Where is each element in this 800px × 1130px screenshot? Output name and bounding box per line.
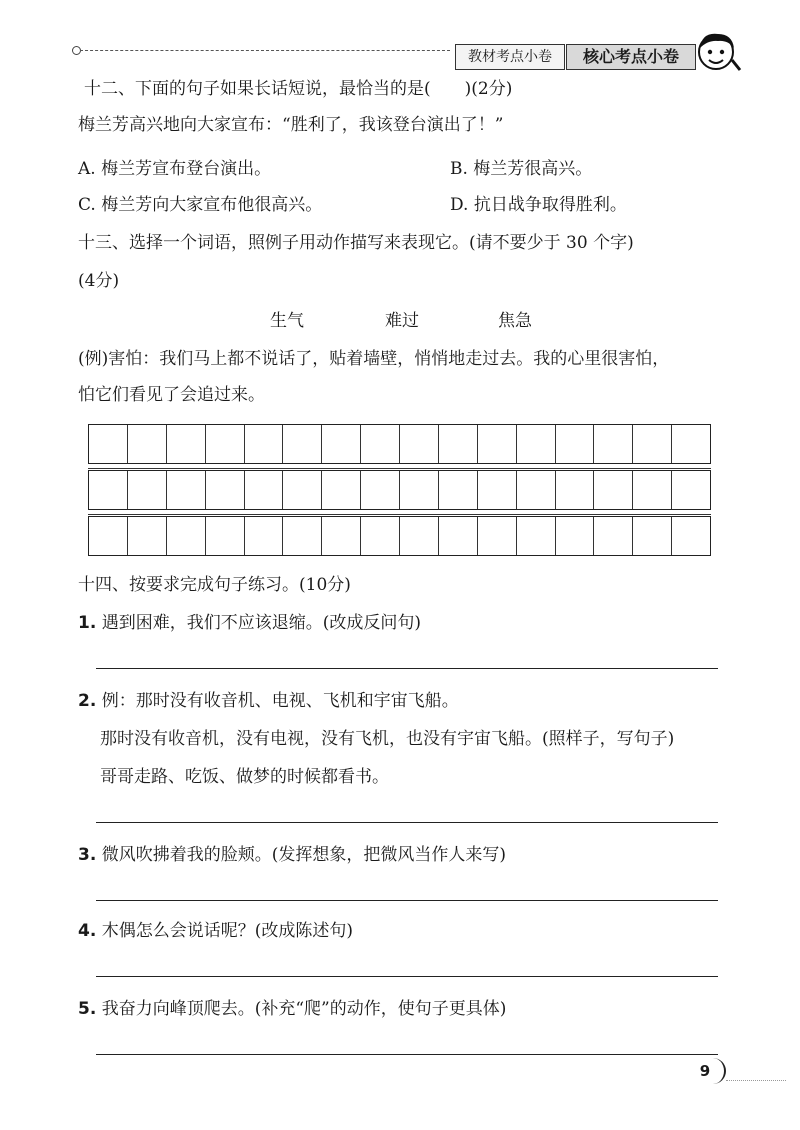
q12-option-b[interactable]: B. 梅兰芳很高兴。 xyxy=(450,159,593,179)
q12-option-c[interactable]: C. 梅兰芳向大家宣布他很高兴。 xyxy=(78,195,323,215)
q14-item3: 3. 微风吹拂着我的脸颊。(发挥想象，把微风当作人来写) xyxy=(78,845,506,865)
q14-title: 十四、按要求完成句子练习。(10分) xyxy=(78,575,351,595)
q14-item2-model: 那时没有收音机，没有电视，没有飞机，也没有宇宙飞船。(照样子，写句子) xyxy=(100,729,675,749)
q13-example-line2: 怕它们看见了会追过来。 xyxy=(78,385,265,405)
q14-item2-task: 哥哥走路、吃饭、做梦的时候都看书。 xyxy=(100,767,389,787)
header-rule xyxy=(80,50,450,51)
q14-item2-example: 2. 例：那时没有收音机、电视、飞机和宇宙飞船。 xyxy=(78,691,459,711)
q13-points: (4分) xyxy=(78,271,120,291)
q13-word-3[interactable]: 焦急 xyxy=(498,311,532,331)
q12-option-d[interactable]: D. 抗日战争取得胜利。 xyxy=(450,195,627,215)
header-tag-core: 核心考点小卷 xyxy=(566,44,696,70)
page-number: 9 xyxy=(699,1062,711,1080)
answer-line-4[interactable] xyxy=(96,976,718,977)
q13-word-1[interactable]: 生气 xyxy=(270,311,304,331)
q13-example-line1: (例)害怕：我们马上都不说话了，贴着墙壁，悄悄地走过去。我的心里很害怕， xyxy=(78,349,670,369)
q12-sentence: 梅兰芳高兴地向大家宣布：“胜利了，我该登台演出了！” xyxy=(78,115,504,135)
answer-line-2[interactable] xyxy=(96,822,718,823)
q13-title: 十三、选择一个词语，照例子用动作描写来表现它。(请不要少于 30 个字) xyxy=(78,233,634,253)
grid-separator xyxy=(88,514,711,515)
q14-item5: 5. 我奋力向峰顶爬去。(补充“爬”的动作，使句子更具体) xyxy=(78,999,507,1019)
answer-line-3[interactable] xyxy=(96,900,718,901)
q12-option-a[interactable]: A. 梅兰芳宣布登台演出。 xyxy=(78,159,272,179)
answer-line-1[interactable] xyxy=(96,668,718,669)
writing-grid-row[interactable] xyxy=(88,424,711,464)
answer-line-5[interactable] xyxy=(96,1054,718,1055)
writing-grid-row[interactable] xyxy=(88,470,711,510)
page-number-rule xyxy=(726,1080,786,1081)
writing-grid-row[interactable] xyxy=(88,516,711,556)
q14-item1: 1. 遇到困难，我们不应该退缩。(改成反问句) xyxy=(78,613,421,633)
header-tag-textbook: 教材考点小卷 xyxy=(455,44,565,70)
mascot-icon xyxy=(692,26,742,76)
q12-title: 十二、下面的句子如果长话短说，最恰当的是( )(2分) xyxy=(84,79,513,99)
q14-item4: 4. 木偶怎么会说话呢？(改成陈述句) xyxy=(78,921,353,941)
q13-word-2[interactable]: 难过 xyxy=(385,311,419,331)
grid-separator xyxy=(88,468,711,469)
